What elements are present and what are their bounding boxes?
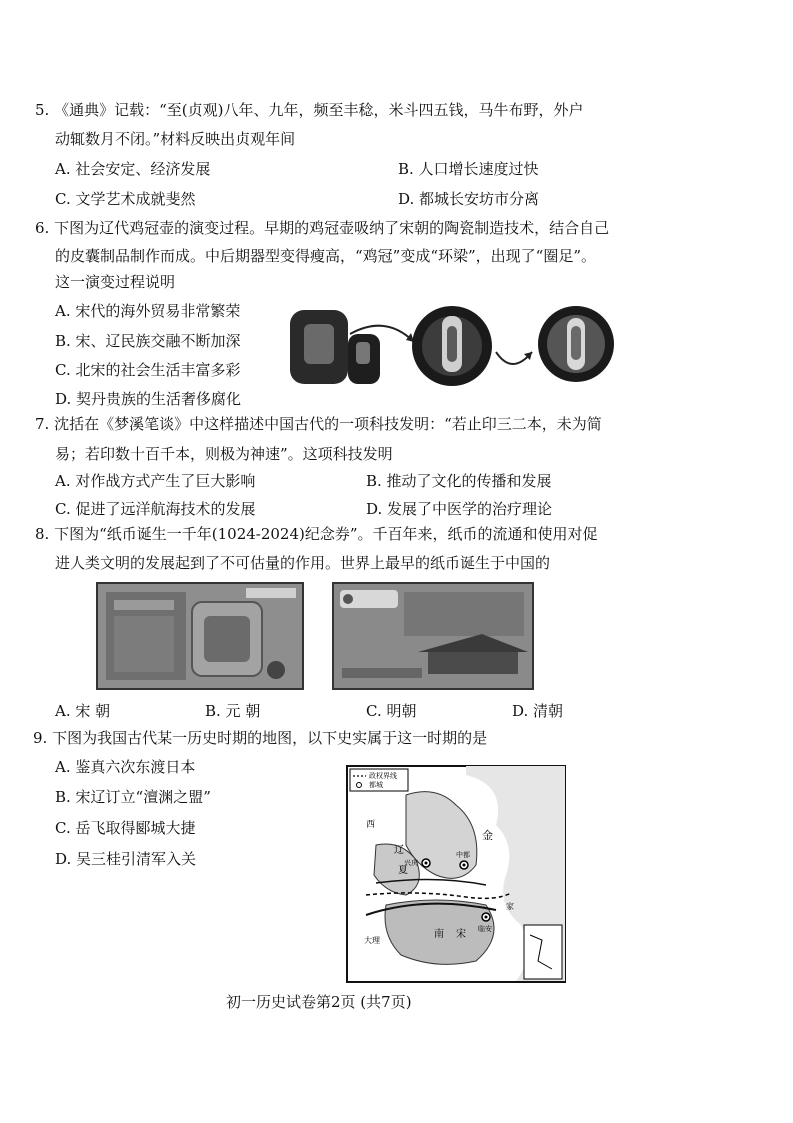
q7-option-c: C. 促进了远洋航海技术的发展	[55, 500, 256, 518]
q7-option-b: B. 推动了文化的传播和发展	[366, 472, 552, 490]
q8-option-a: A. 宋 朝	[55, 702, 111, 720]
map-label-jin: 金	[482, 829, 493, 842]
banknote-front-image	[96, 582, 304, 690]
q7-line2: 易；若印数十百千本，则极为神速”。这项科技发明	[55, 445, 393, 463]
q5-option-a: A. 社会安定、经济发展	[55, 160, 211, 178]
q6-line3: 这一演变过程说明	[55, 273, 176, 291]
map-legend-capital: 都城	[369, 781, 383, 789]
map-label-xi: 西	[366, 820, 376, 830]
q9-option-a: A. 鉴真六次东渡日本	[55, 758, 196, 776]
q6-line1: 6. 下图为辽代鸡冠壶的演变过程。早期的鸡冠壶吸纳了宋朝的陶瓷制造技术，结合自己	[35, 219, 610, 237]
map-label-linan: 临安	[478, 925, 492, 933]
q9-option-d: D. 吴三桂引清军入关	[55, 850, 197, 868]
q8-option-d: D. 清朝	[512, 702, 564, 720]
q8-line2: 进人类文明的发展起到了不可估量的作用。世界上最早的纸币诞生于中国的	[55, 554, 551, 572]
q5-option-b: B. 人口增长速度过快	[398, 160, 539, 178]
q5-option-c: C. 文学艺术成就斐然	[55, 190, 196, 208]
q6-option-c: C. 北宋的社会生活丰富多彩	[55, 361, 241, 379]
map-label-song: 宋	[456, 929, 466, 940]
q9-option-c: C. 岳飞取得郾城大捷	[55, 819, 196, 837]
map-label-zhongdu: 中都	[456, 851, 470, 859]
map-label-xingqing: 兴庆	[404, 859, 418, 867]
q5-line2: 动辄数月不闭。”材料反映出贞观年间	[55, 130, 296, 148]
map-label-dali: 大理	[364, 936, 380, 945]
q7-line1: 7. 沈括在《梦溪笔谈》中这样描述中国古代的一项科技发明：“若止印三二本，未为简	[35, 415, 602, 433]
q7-option-d: D. 发展了中医学的治疗理论	[366, 500, 553, 518]
song-jin-map	[346, 765, 566, 983]
banknote-back-image	[332, 582, 534, 690]
map-label-liao: 辽	[394, 845, 404, 856]
map-legend-boundary: 政权界线	[369, 772, 397, 780]
q6-option-b: B. 宋、辽民族交融不断加深	[55, 332, 241, 350]
q8-option-b: B. 元 朝	[205, 702, 261, 720]
q5-option-d: D. 都城长安坊市分离	[398, 190, 540, 208]
q8-line1: 8. 下图为“纸币诞生一千年(1024-2024)纪念券”。千百年来，纸币的流通和使用对促	[35, 525, 598, 543]
q9-line1: 9. 下图为我国古代某一历史时期的地图，以下史实属于这一时期的是	[33, 729, 488, 747]
q6-line2: 的皮囊制品制作而成。中后期器型变得瘦高，“鸡冠”变成“环梁”，出现了“圈足”。	[55, 247, 597, 265]
page-footer: 初一历史试卷第2页 (共7页)	[226, 993, 412, 1011]
map-label-jia: 家	[506, 902, 514, 911]
q9-option-b: B. 宋辽订立“澶渊之盟”	[55, 788, 211, 806]
q7-option-a: A. 对作战方式产生了巨大影响	[55, 472, 256, 490]
map-label-xia: 夏	[398, 865, 408, 876]
map-label-nan: 南	[434, 929, 444, 940]
q6-option-d: D. 契丹贵族的生活奢侈腐化	[55, 390, 242, 408]
q6-option-a: A. 宋代的海外贸易非常繁荣	[55, 302, 241, 320]
jiguanhu-evolution-image	[286, 296, 616, 396]
q8-option-c: C. 明朝	[366, 702, 417, 720]
q5-line1: 5. 《通典》记载：“至(贞观)八年、九年，频至丰稔，米斗四五钱，马牛布野，外户	[35, 101, 584, 119]
